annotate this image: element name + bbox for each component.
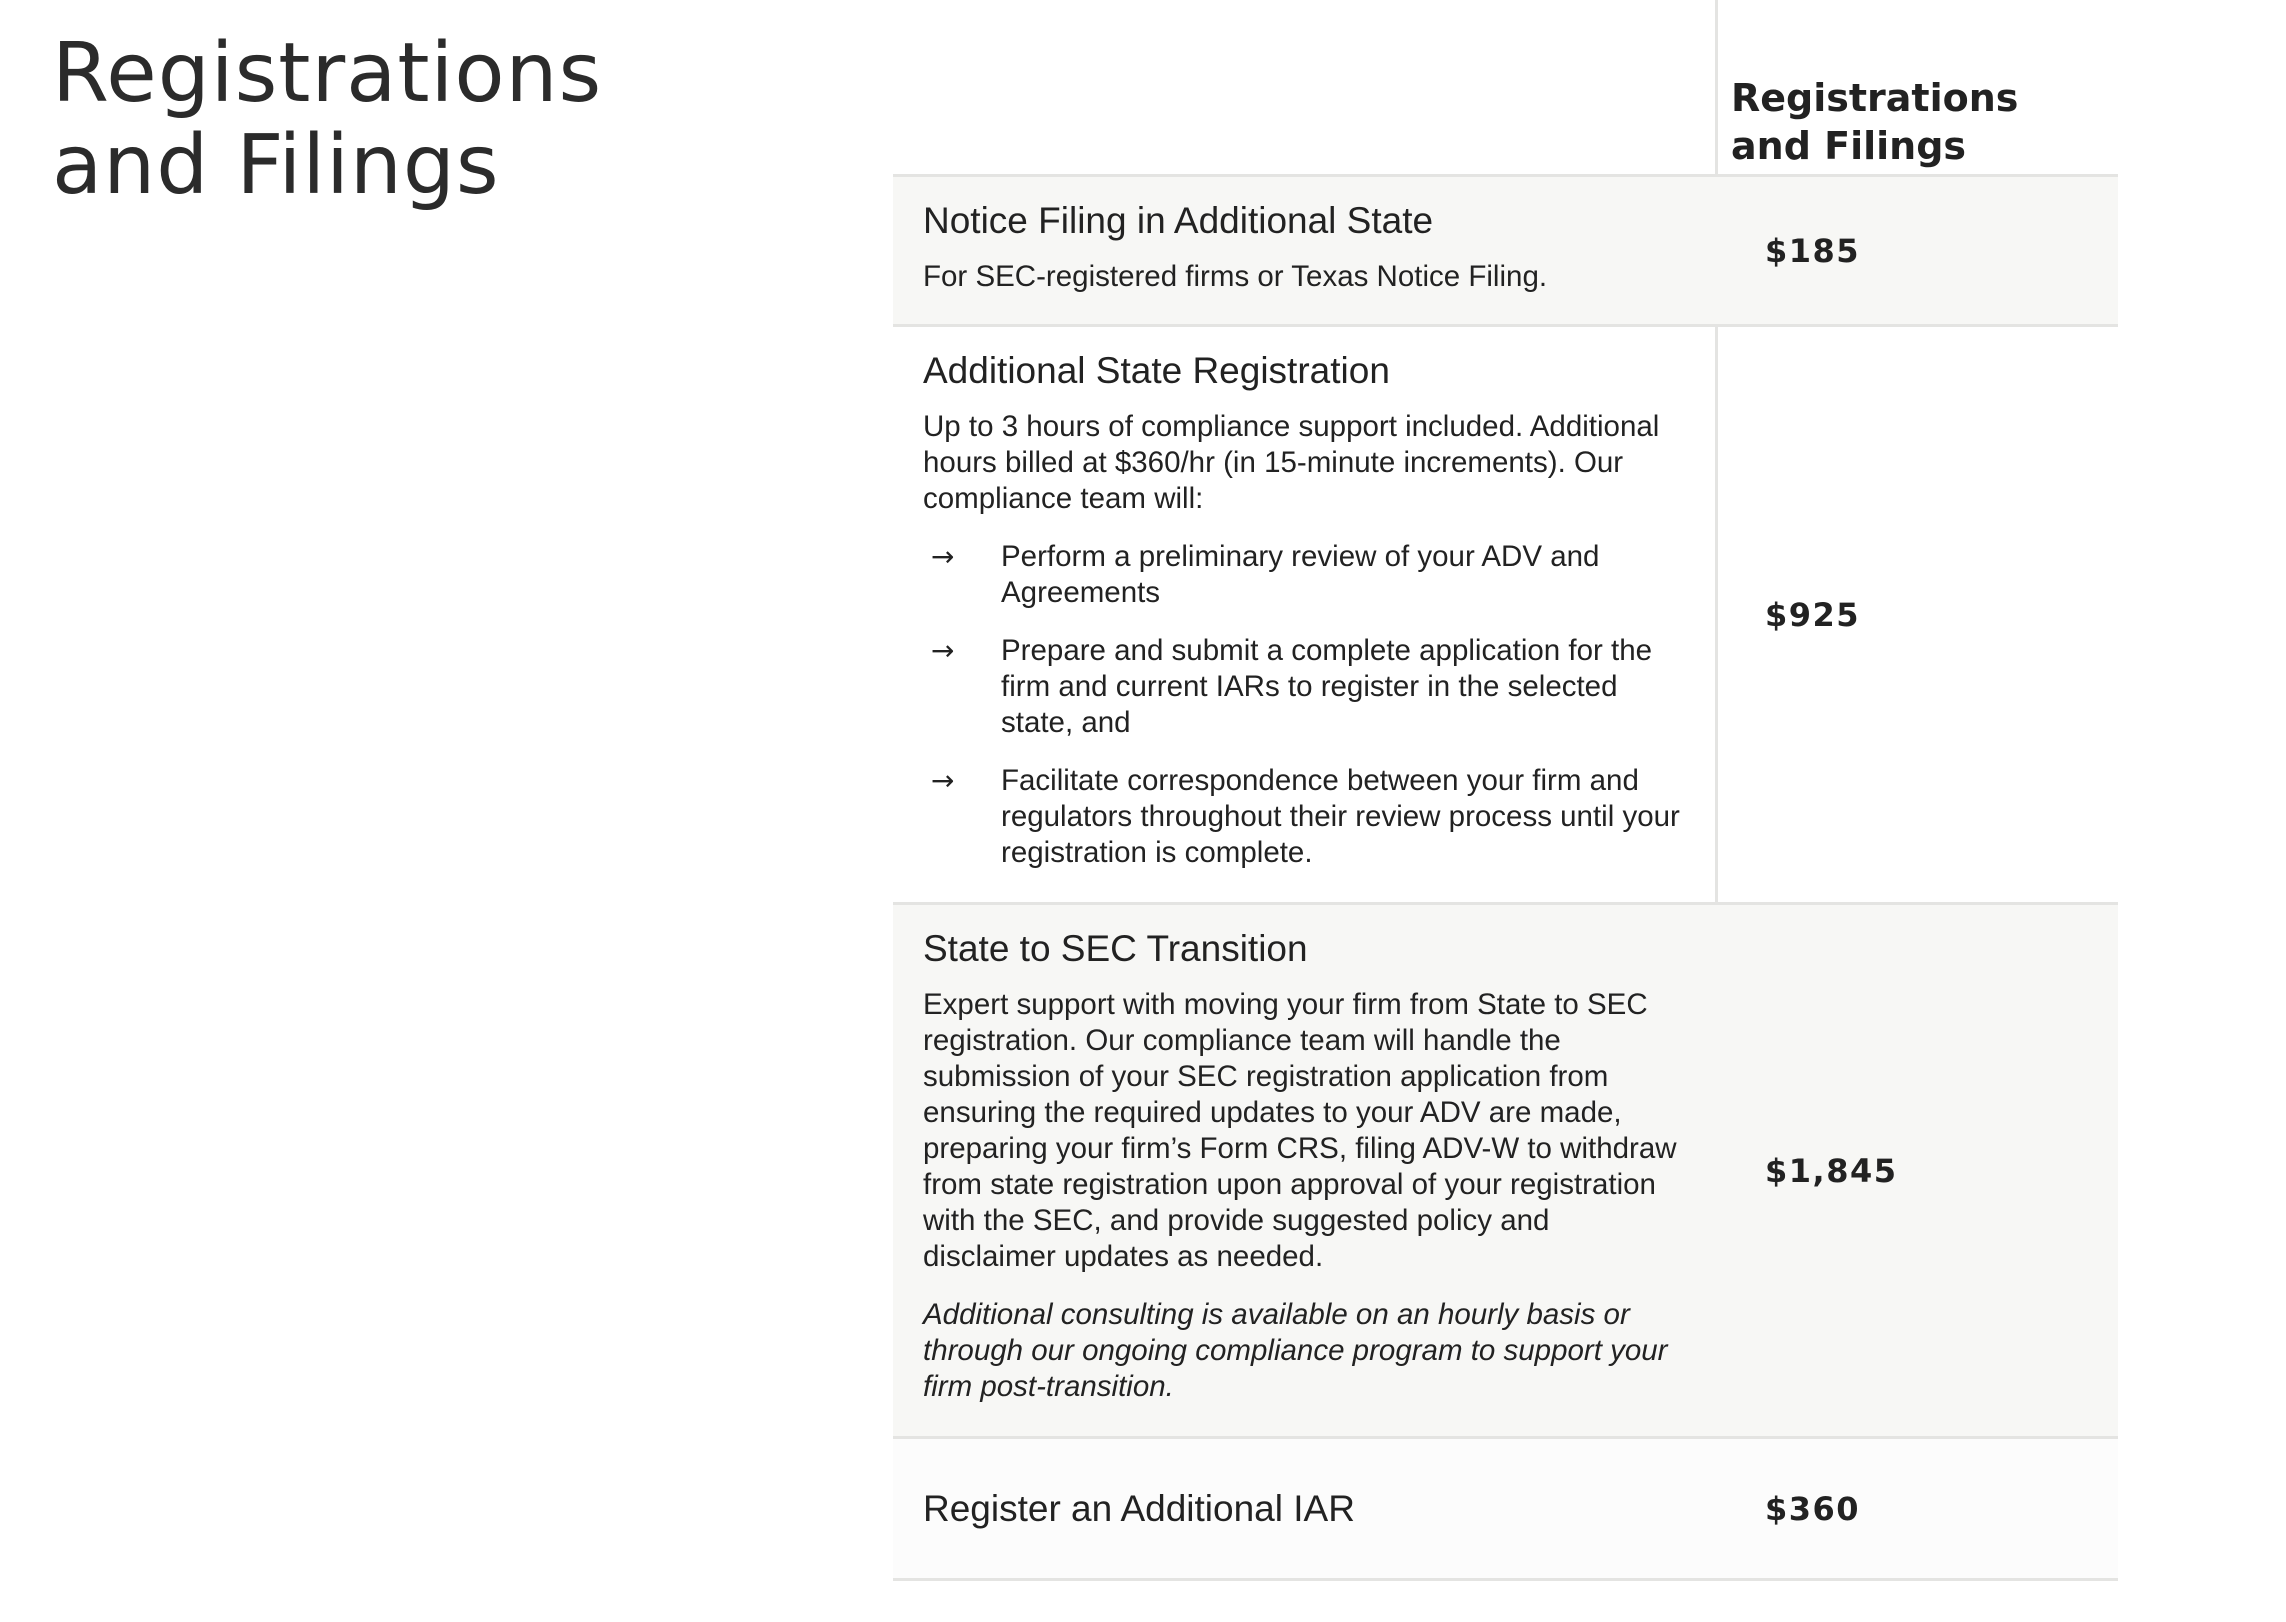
table-row-register-additional-iar: [893, 1436, 2118, 1581]
service-description: For SEC-registered firms or Texas Notice Filing.: [923, 260, 1548, 293]
service-price: $185: [1765, 231, 1861, 270]
service-price: $1,845: [1765, 1151, 1898, 1190]
table-row-notice-filing: [893, 174, 2118, 324]
service-bullet-list: [923, 539, 1685, 871]
service-description-cell: [893, 327, 1715, 902]
service-note: Additional consulting is available on an hourly basis or through our ongoing compliance program to support your firm post-transition.: [923, 1298, 1668, 1403]
table-row-state-to-sec-transition: [893, 902, 2118, 1436]
service-name: Notice Filing in Additional State: [923, 200, 1434, 241]
list-item: [923, 763, 1685, 871]
service-name: Additional State Registration: [923, 350, 1390, 391]
price-cell: [1715, 1439, 2118, 1578]
service-name: State to SEC Transition: [923, 928, 1308, 969]
service-description-cell: [893, 905, 1715, 1436]
service-description-cell: [893, 1439, 1715, 1578]
price-column-header: Registrations and Filings: [1731, 76, 2019, 168]
page-title-line-2: and Filings: [52, 118, 500, 213]
service-description-cell: [893, 177, 1715, 324]
list-item: [923, 633, 1685, 741]
services-table: [893, 174, 2118, 1581]
service-name: Register an Additional IAR: [923, 1487, 1355, 1529]
bullet-text: Prepare and submit a complete application for the firm and current IARs to register in the selected state, and: [1001, 634, 1653, 739]
page-title-line-1: Registrations: [52, 26, 603, 121]
list-item: [923, 539, 1685, 611]
arrow-right-icon: →: [931, 764, 955, 797]
arrow-right-icon: →: [931, 540, 955, 573]
service-description: Expert support with moving your firm from State to SEC registration. Our compliance team will handle the submission of your SEC registration application from ensuring the required updates to your ADV are made, preparing your firm’s Form CRS, filing ADV-W to withdraw from state registration upon approval of your registration with the SEC, and provide suggested policy and disclaimer updates as needed.: [923, 988, 1677, 1273]
service-description: Up to 3 hours of compliance support included. Additional hours billed at $360/hr (in 15-minute increments). Our compliance team will:: [923, 410, 1660, 515]
service-price: $925: [1765, 595, 1861, 634]
bullet-text: Perform a preliminary review of your ADV and Agreements: [1001, 540, 1600, 609]
table-row-additional-state-registration: [893, 324, 2118, 902]
price-cell: [1715, 177, 2118, 324]
page-title: [52, 28, 602, 212]
price-cell: [1715, 905, 2118, 1436]
service-price: $360: [1765, 1489, 1861, 1528]
arrow-right-icon: →: [931, 634, 955, 667]
price-cell: [1715, 327, 2118, 902]
bullet-text: Facilitate correspondence between your firm and regulators throughout their review process until your registration is complete.: [1001, 764, 1680, 869]
